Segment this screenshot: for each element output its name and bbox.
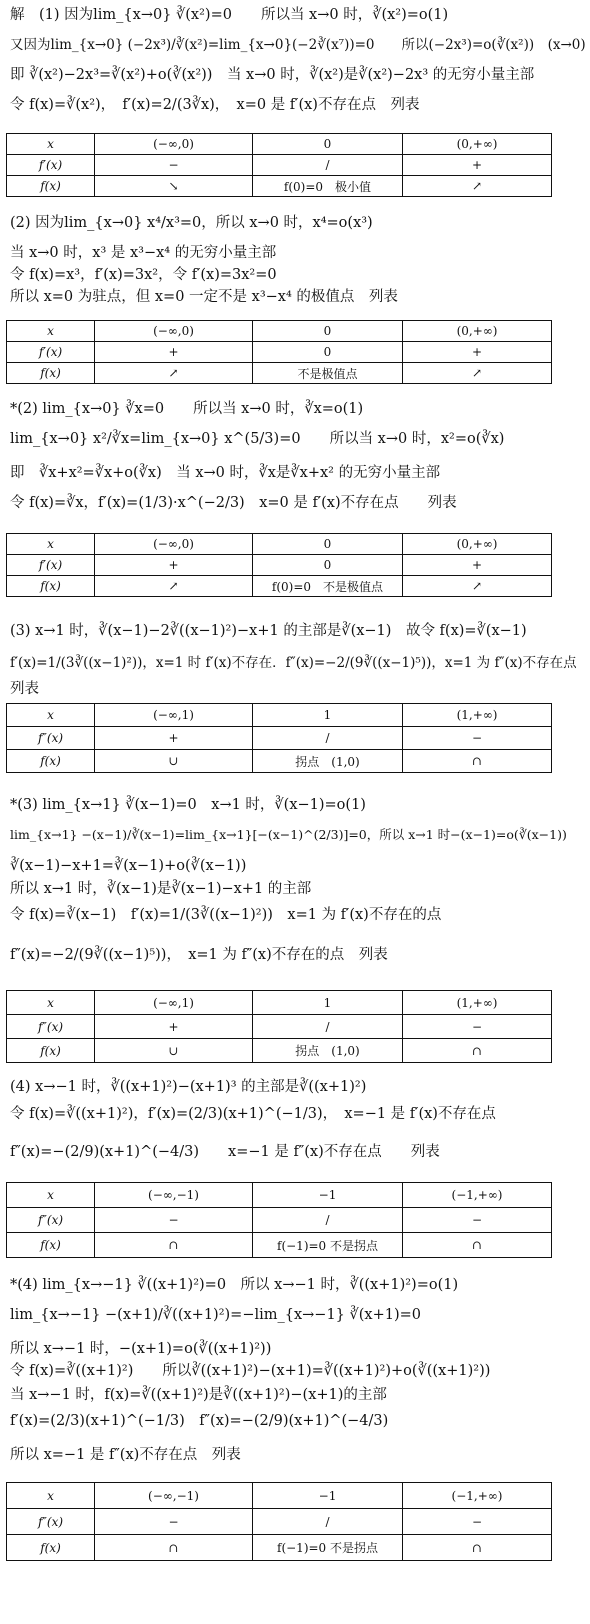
value-table xyxy=(6,990,552,1063)
table-cell: − xyxy=(403,1015,552,1039)
table-cell: (−∞,0) xyxy=(95,534,253,555)
table-cell: 0 xyxy=(253,321,403,342)
table-cell: (−∞,−1) xyxy=(95,1183,253,1208)
table-cell: (−∞,−1) xyxy=(95,1483,253,1509)
text-line: ∛(x−1)−x+1=∛(x−1)+o(∛(x−1)) xyxy=(10,858,247,874)
table-cell: ∪ xyxy=(95,1039,253,1063)
table-cell: f(x) xyxy=(7,1535,95,1561)
table-cell: / xyxy=(253,1015,403,1039)
table-cell: + xyxy=(95,555,253,576)
table-cell: (−1,+∞) xyxy=(403,1483,552,1509)
table-cell: 1 xyxy=(253,704,403,727)
table-cell: (0,+∞) xyxy=(403,534,552,555)
text-line: 令 f(x)=∛(x²)， f′(x)=2/(3∛x)， x=0 是 f′(x)不存在点 列表 xyxy=(10,97,420,113)
table-cell: f′(x) xyxy=(7,342,95,363)
table-cell: ∩ xyxy=(403,750,552,773)
text-line: 列表 xyxy=(10,681,39,697)
table-cell: (1,+∞) xyxy=(403,991,552,1015)
value-table xyxy=(6,133,552,197)
table-cell: (−∞,0) xyxy=(95,321,253,342)
text-line: 又因为lim_{x→0} (−2x³)/∛(x²)=lim_{x→0}(−2∛(x⁷))=0 所以(−2x³)=o(∛(x²)) (x→0) xyxy=(10,37,586,53)
table-cell: + xyxy=(95,342,253,363)
text-line: lim_{x→−1} −(x+1)/∛((x+1)²)=−lim_{x→−1} ∛(x+1)=0 xyxy=(10,1307,421,1323)
value-table xyxy=(6,1482,552,1561)
table-cell: − xyxy=(403,1509,552,1535)
table-cell: ∩ xyxy=(95,1233,253,1258)
table-cell: ↘ xyxy=(95,176,253,197)
text-line: 当 x→0 时，x³ 是 x³−x⁴ 的无穷小量主部 xyxy=(10,245,277,261)
table-cell: f(x) xyxy=(7,363,95,384)
table-cell: (−∞,1) xyxy=(95,704,253,727)
table-cell: f(−1)=0 不是拐点 xyxy=(253,1535,403,1561)
table-cell: ∩ xyxy=(403,1535,552,1561)
table-cell: ∪ xyxy=(95,750,253,773)
table-cell: (0,+∞) xyxy=(403,321,552,342)
table-cell: f″(x) xyxy=(7,1208,95,1233)
table-cell: x xyxy=(7,134,95,155)
table-cell: 0 xyxy=(253,134,403,155)
text-line: f″(x)=−2/(9∛((x−1)⁵))， x=1 为 f″(x)不存在的点 列表 xyxy=(10,947,388,963)
text-line: *(4) lim_{x→−1} ∛((x+1)²)=0 所以 x→−1 时，∛((x+1)²)=o(1) xyxy=(10,1277,459,1293)
text-line: f″(x)=−(2/9)(x+1)^(−4/3) x=−1 是 f″(x)不存在点 列表 xyxy=(10,1144,440,1160)
table-cell: f(x) xyxy=(7,1039,95,1063)
table-cell: ↗ xyxy=(95,363,253,384)
table-cell: (0,+∞) xyxy=(403,134,552,155)
text-line: 所以 x→−1 时，−(x+1)=o(∛((x+1)²)) xyxy=(10,1341,272,1357)
table-cell: + xyxy=(95,727,253,750)
table-cell: 0 xyxy=(253,555,403,576)
value-table xyxy=(6,703,552,773)
value-table xyxy=(6,320,552,384)
text-line: 所以 x=−1 是 f″(x)不存在点 列表 xyxy=(10,1447,241,1463)
table-cell: / xyxy=(253,155,403,176)
table-cell: f(x) xyxy=(7,576,95,597)
table-cell: ∩ xyxy=(403,1039,552,1063)
table-cell: − xyxy=(403,1208,552,1233)
text-line: 解 (1) 因为lim_{x→0} ∛(x²)=0 所以当 x→0 时，∛(x²)=o(1) xyxy=(10,7,449,23)
table-cell: ∩ xyxy=(403,1233,552,1258)
table-cell: f(−1)=0 不是拐点 xyxy=(253,1233,403,1258)
table-cell: − xyxy=(95,1509,253,1535)
text-line: (2) 因为lim_{x→0} x⁴/x³=0，所以 x→0 时，x⁴=o(x³) xyxy=(10,215,373,231)
table-cell: / xyxy=(253,727,403,750)
table-cell: 0 xyxy=(253,534,403,555)
table-cell: 拐点 (1,0) xyxy=(253,750,403,773)
table-cell: f(x) xyxy=(7,750,95,773)
text-line: *(3) lim_{x→1} ∛(x−1)=0 x→1 时，∛(x−1)=o(1) xyxy=(10,797,366,813)
text-line: *(2) lim_{x→0} ∛x=0 所以当 x→0 时，∛x=o(1) xyxy=(10,401,364,417)
table-cell: − xyxy=(95,1208,253,1233)
text-line: 所以 x=0 为驻点，但 x=0 一定不是 x³−x⁴ 的极值点 列表 xyxy=(10,289,398,305)
table-cell: ∩ xyxy=(95,1535,253,1561)
table-cell: f(x) xyxy=(7,176,95,197)
table-cell: ↗ xyxy=(95,576,253,597)
table-cell: − xyxy=(403,727,552,750)
text-line: 令 f(x)=∛(x−1) f′(x)=1/(3∛((x−1)²)) x=1 为 f′(x)不存在的点 xyxy=(10,907,442,923)
value-table xyxy=(6,533,552,597)
text-line: f′(x)=(2/3)(x+1)^(−1/3) f″(x)=−(2/9)(x+1)^(−4/3) xyxy=(10,1413,389,1429)
table-cell: f″(x) xyxy=(7,1509,95,1535)
table-cell: + xyxy=(403,155,552,176)
text-line: 当 x→−1 时，f(x)=∛((x+1)²)是∛((x+1)²)−(x+1)的主部 xyxy=(10,1387,387,1403)
table-cell: x xyxy=(7,991,95,1015)
text-line: 即 ∛x+x²=∛x+o(∛x) 当 x→0 时，∛x是∛x+x² 的无穷小量主部 xyxy=(10,465,441,481)
text-line: (3) x→1 时，∛(x−1)−2∛((x−1)²)−x+1 的主部是∛(x−1) 故令 f(x)=∛(x−1) xyxy=(10,623,527,639)
table-cell: x xyxy=(7,1183,95,1208)
text-line: 令 f(x)=∛((x+1)²) 所以∛((x+1)²)−(x+1)=∛((x+1)²)+o(∛((x+1)²)) xyxy=(10,1363,491,1379)
table-cell: (−∞,0) xyxy=(95,134,253,155)
text-line: 即 ∛(x²)−2x³=∛(x²)+o(∛(x²)) 当 x→0 时，∛(x²)是∛(x²)−2x³ 的无穷小量主部 xyxy=(10,67,535,83)
table-cell: f″(x) xyxy=(7,727,95,750)
text-line: 令 f(x)=∛x，f′(x)=(1/3)·x^(−2/3) x=0 是 f′(x)不存在点 列表 xyxy=(10,495,457,511)
table-cell: + xyxy=(403,342,552,363)
text-line: f′(x)=1/(3∛((x−1)²))，x=1 时 f′(x)不存在．f″(x)=−2/(9∛((x−1)⁵))，x=1 为 f″(x)不存在点 xyxy=(10,655,577,671)
table-cell: (−∞,1) xyxy=(95,991,253,1015)
table-cell: f″(x) xyxy=(7,1015,95,1039)
table-cell: / xyxy=(253,1208,403,1233)
table-cell: + xyxy=(95,1015,253,1039)
text-line: lim_{x→1} −(x−1)/∛(x−1)=lim_{x→1}[−(x−1)^(2/3)]=0，所以 x→1 时−(x−1)=o(∛(x−1)) xyxy=(10,827,567,842)
text-line: 令 f(x)=∛((x+1)²)，f′(x)=(2/3)(x+1)^(−1/3)， x=−1 是 f′(x)不存在点 xyxy=(10,1106,496,1122)
table-cell: 0 xyxy=(253,342,403,363)
table-cell: (1,+∞) xyxy=(403,704,552,727)
table-cell: x xyxy=(7,321,95,342)
table-cell: (−1,+∞) xyxy=(403,1183,552,1208)
table-cell: x xyxy=(7,534,95,555)
table-cell: 拐点 (1,0) xyxy=(253,1039,403,1063)
table-cell: f′(x) xyxy=(7,555,95,576)
table-cell: x xyxy=(7,704,95,727)
table-cell: − xyxy=(95,155,253,176)
table-cell: −1 xyxy=(253,1183,403,1208)
text-line: (4) x→−1 时，∛((x+1)²)−(x+1)³ 的主部是∛((x+1)²) xyxy=(10,1079,367,1095)
text-line: 令 f(x)=x³，f′(x)=3x²，令 f′(x)=3x²=0 xyxy=(10,267,277,283)
table-cell: −1 xyxy=(253,1483,403,1509)
table-cell: ↗ xyxy=(403,363,552,384)
table-cell: ↗ xyxy=(403,176,552,197)
table-cell: x xyxy=(7,1483,95,1509)
table-cell: 不是极值点 xyxy=(253,363,403,384)
table-cell: f′(x) xyxy=(7,155,95,176)
table-cell: 1 xyxy=(253,991,403,1015)
table-cell: + xyxy=(403,555,552,576)
text-line: lim_{x→0} x²/∛x=lim_{x→0} x^(5/3)=0 所以当 x→0 时，x²=o(∛x) xyxy=(10,431,505,447)
value-table xyxy=(6,1182,552,1258)
text-line: 所以 x→1 时，∛(x−1)是∛(x−1)−x+1 的主部 xyxy=(10,881,312,897)
table-cell: ↗ xyxy=(403,576,552,597)
table-cell: f(x) xyxy=(7,1233,95,1258)
table-cell: f(0)=0 不是极值点 xyxy=(253,576,403,597)
table-cell: f(0)=0 极小值 xyxy=(253,176,403,197)
table-cell: / xyxy=(253,1509,403,1535)
